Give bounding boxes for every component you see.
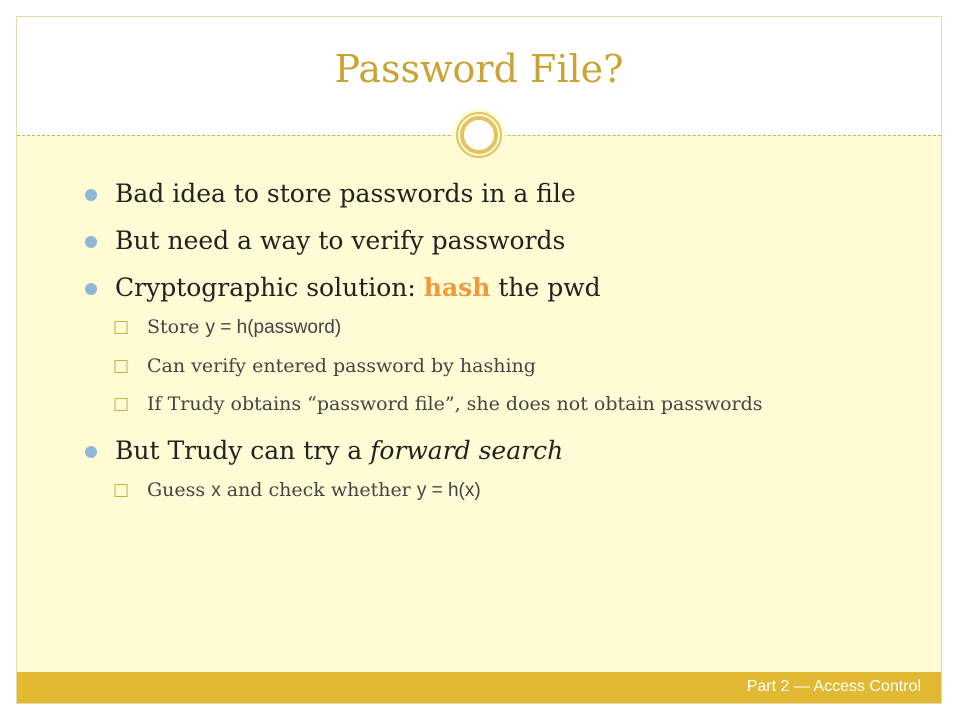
sub-bullet-item (85, 354, 905, 378)
square-bullet-icon: □ (113, 480, 130, 500)
footer-bar (17, 672, 941, 704)
sub-bullet-item (85, 315, 905, 340)
sub-bullet-item (85, 392, 905, 416)
bullet-dot-icon (85, 236, 97, 248)
sub-bullet-item (85, 478, 905, 503)
sub-bullet-text-pre: Store (147, 316, 206, 338)
bullet-list (85, 179, 905, 517)
bullet-dot-icon (85, 189, 97, 201)
sub-bullet-text-mid: and check whether (220, 479, 417, 501)
bullet-text-post: the pwd (490, 273, 601, 302)
bullet-text: But need a way to verify passwords (115, 226, 566, 255)
bullet-item (85, 436, 905, 466)
square-bullet-icon: □ (113, 394, 130, 414)
square-bullet-icon: □ (113, 356, 130, 376)
footer-text: Part 2 — Access Control (746, 678, 921, 695)
sub-bullet-text-pre: Guess (147, 479, 212, 501)
bullet-item (85, 179, 905, 209)
formula: y = h(password) (205, 317, 342, 338)
bullet-dot-icon (85, 283, 97, 295)
bullet-text-pre: Cryptographic solution: (115, 273, 424, 302)
slide (16, 16, 942, 704)
bullet-item (85, 273, 905, 303)
formula: y = h(x) (416, 480, 481, 501)
ring-ornament-icon (453, 109, 505, 161)
square-bullet-icon: □ (113, 317, 130, 337)
formula: x (211, 480, 221, 501)
ring-inner-icon (460, 116, 498, 154)
bullet-text: Bad idea to store passwords in a file (115, 179, 576, 208)
emphasis-forward-search: forward search (370, 436, 564, 465)
sub-bullet-text: If Trudy obtains “password file”, she does not obtain passwords (147, 393, 763, 415)
bullet-item (85, 226, 905, 256)
highlight-hash: hash (423, 273, 491, 302)
sub-bullet-text: Can verify entered password by hashing (147, 355, 536, 377)
slide-title: Password File? (334, 47, 624, 91)
bullet-text-pre: But Trudy can try a (115, 436, 371, 465)
bullet-dot-icon (85, 446, 97, 458)
